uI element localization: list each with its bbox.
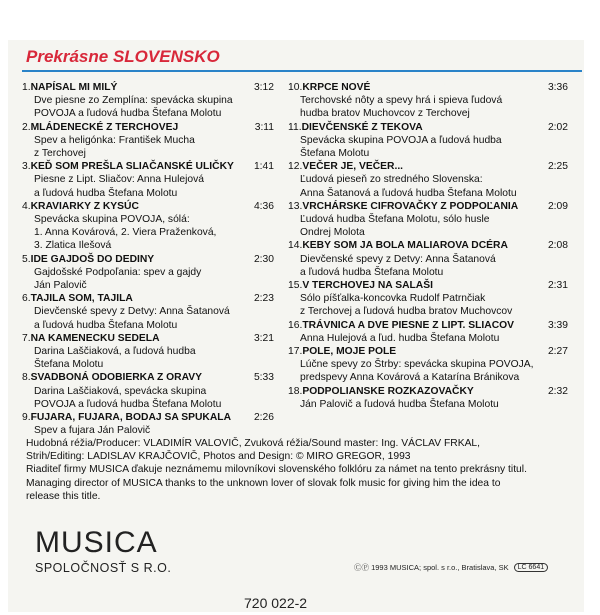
track-item [22,81,274,121]
track-title: FUJARA, FUJARA, BODAJ SA SPUKALA [30,412,232,424]
track-header [288,385,568,398]
track-header [288,239,568,252]
copyright-line [354,562,548,573]
label-code-badge: LC 6641 [514,563,548,572]
track-duration: 2:08 [547,240,568,252]
track-description-line: a ľudová hudba Štefana Molotu [300,266,444,278]
track-description [22,266,274,292]
track-description-line: Štefana Molotu [34,359,104,371]
track-description [22,424,274,437]
track-title: VRCHÁRSKE CIFROVAČKY Z PODPOĽANIA [302,200,519,212]
track-description-line: Dievčenské spevy z Detvy: Anna Šatanová [34,306,230,318]
track-description [22,94,274,120]
credits-line: Managing director of MUSICA thanks to the unknown lover of slovak folk music for giving him the idea to [26,477,501,489]
track-description-line: Ondrej Molota [300,227,365,239]
track-description [288,134,568,160]
track-header [22,81,274,94]
track-title: SVADBONÁ ODOBIERKA Z ORAVY [30,372,203,384]
track-description-line: Ján Palovič [34,280,87,292]
track-duration: 3:39 [547,319,568,331]
track-title: VEČER JE, VEČER... [302,161,404,173]
track-duration: 2:09 [547,200,568,212]
track-description [22,305,274,331]
track-number: 10. [288,82,303,93]
album-title: Prekrásne SLOVENSKO [26,47,220,66]
track-number: 18. [288,385,303,397]
track-description-line: Sólo píšťalka-koncovka Rudolf Patrnčiak [300,293,486,305]
track-title: NAPÍSAL MI MILÝ [30,82,118,93]
track-description-line: POVOJA a ľudová hudba Štefana Molotu [34,108,222,120]
track-duration: 2:02 [547,121,568,133]
track-description [22,134,274,160]
track-item [288,345,568,385]
track-duration: 3:36 [547,82,568,93]
track-description-line: Piesne z Lipt. Sliačov: Anna Hulejová [34,174,204,186]
track-description-line: Ľudová hudba Štefana Molotu, sólo husle [300,214,490,226]
track-header [22,200,274,213]
track-duration: 3:12 [253,82,274,93]
track-header [288,279,568,292]
track-description [288,253,568,279]
track-description-line: z Terchovej a ľudová hudba bratov Muchovcov [300,306,513,318]
track-item [22,121,274,161]
credits-line: Strih/Editing: LADISLAV KRAJČOVIČ, Photos and Design: © MIRO GREGOR, 1993 [26,451,411,463]
track-item [22,411,274,437]
track-header [288,121,568,134]
track-number: 4. [22,200,31,212]
track-description-line: a ľudová hudba Štefana Molotu [34,319,178,331]
track-header [288,200,568,213]
track-title: KRAVIARKY Z KYSÚC [30,200,139,212]
track-duration: 2:26 [253,412,274,424]
track-duration: 5:33 [253,372,274,384]
track-number: 9. [22,412,31,424]
track-description [288,213,568,239]
track-title: DIEVČENSKÉ Z TEKOVA [301,121,423,133]
title-divider [22,70,582,72]
track-duration: 2:31 [547,280,568,292]
track-description [288,358,568,384]
tracklist-left [22,81,274,437]
track-duration: 2:25 [547,161,568,173]
track-number: 17. [288,346,303,358]
track-description-line: Štefana Molotu [300,148,370,160]
track-title: POLE, MOJE POLE [302,346,397,358]
track-header [22,160,274,173]
track-number: 1. [22,82,31,93]
track-description-line: Anna Hulejová a ľud. hudba Štefana Molotu [300,332,500,344]
track-description-line: Ján Palovič a ľudová hudba Štefana Molotu [300,398,499,410]
track-item [288,81,568,121]
catalog-number: 720 022-2 [244,595,308,611]
track-description-line: Spev a fujara Ján Palovič [34,425,151,437]
track-item [288,385,568,411]
track-number: 7. [22,332,31,344]
track-number: 3. [22,161,31,173]
track-number: 6. [22,293,31,305]
track-duration: 1:41 [253,161,274,173]
track-item [22,332,274,372]
track-item [22,253,274,293]
track-header [288,81,568,94]
track-title: KRPCE NOVÉ [302,82,371,93]
track-header [288,160,568,173]
credits-line: release this title. [26,490,101,502]
track-description [22,385,274,411]
track-duration: 2:30 [253,253,274,265]
track-item [22,200,274,253]
track-description-line: Spevácka skupina POVOJA a ľudová hudba [300,134,502,146]
track-number: 11. [288,121,302,133]
musica-logo-subtitle: SPOLOČNOSŤ S R.O. [35,561,172,575]
track-duration: 2:27 [547,346,568,358]
track-number: 8. [22,372,31,384]
track-number: 2. [22,121,31,133]
track-description-line: hudba bratov Muchovcov z Terchovej [300,108,470,120]
track-description-line: Lúčne spevy zo Štrby: spevácka skupina POVOJA, [300,359,534,371]
track-title: KEĎ SOM PREŠLA SLIAČANSKÉ ULIČKY [30,161,234,173]
track-item [22,292,274,332]
track-description-line: Terchovské nôty a spevy hrá i spieva ľudová [300,95,503,107]
track-header [22,411,274,424]
track-description-line: Spevácka skupina POVOJA, sólá: [34,214,190,226]
track-header [22,292,274,305]
track-title: V TERCHOVEJ NA SALAŠI [302,280,433,292]
track-title: IDE GAJDOŠ DO DEDINY [30,253,155,265]
track-number: 14. [288,240,303,252]
track-description [22,173,274,199]
track-description-line: 1. Anna Kovárová, 2. Viera Praženková, [34,227,217,239]
track-duration: 4:36 [253,200,274,212]
track-description-line: a ľudová hudba Štefana Molotu [34,187,178,199]
track-header [288,345,568,358]
track-title: PODPOLIANSKE ROZKAZOVAČKY [302,385,474,397]
track-number: 5. [22,253,31,265]
track-item [288,200,568,240]
track-description-line: predspevy Anna Kovárová a Katarína Bránikova [300,372,520,384]
track-header [288,319,568,332]
track-duration: 3:11 [254,121,274,133]
track-description-line: 3. Zlatica Ilešová [34,240,112,252]
track-number: 16. [288,319,303,331]
track-description-line: z Terchovej [34,148,86,160]
track-description-line: Dve piesne zo Zemplína: spevácka skupina [34,95,233,107]
track-header [22,332,274,345]
track-item [288,121,568,161]
track-description-line: Darina Laščiaková, a ľudová hudba [34,346,196,358]
track-title: NA KAMENECKU SEDELA [30,332,160,344]
track-number: 15. [288,280,303,292]
track-title: TRÁVNICA A DVE PIESNE Z LIPT. SLIACOV [302,319,515,331]
track-title: KEBY SOM JA BOLA MALIAROVA DCÉRA [302,240,508,252]
track-description [22,345,274,371]
track-header [22,371,274,384]
credits-line: Riaditeľ firmy MUSICA ďakuje neznámemu milovníkovi slovenského folklóru za námet na tento prekrásny titul. [26,464,527,476]
track-description-line: Anna Šatanová a ľudová hudba Štefana Molotu [300,187,517,199]
track-description [288,332,568,345]
track-item [288,160,568,200]
track-description [288,94,568,120]
track-title: TAJILA SOM, TAJILA [30,293,133,305]
track-header [22,253,274,266]
tracklist-right [288,81,568,411]
credits-line: Hudobná réžia/Producer: VLADIMÍR VALOVIČ, Zvuková réžia/Sound master: Ing. VÁCLAV FRKAL, [26,438,481,449]
musica-logo: MUSICA [35,526,158,559]
track-duration: 2:23 [253,293,274,305]
track-item [288,239,568,279]
track-number: 12. [288,161,303,173]
track-item [288,279,568,319]
track-description [288,173,568,199]
track-title: MLÁDENECKÉ Z TERCHOVEJ [30,121,179,133]
track-description-line: Spev a heligónka: František Mucha [34,134,195,146]
track-description-line: Dievčenské spevy z Detvy: Anna Šatanová [300,253,496,265]
track-description-line: POVOJA a ľudová hudba Štefana Molotu [34,398,222,410]
track-item [22,160,274,200]
track-description-line: Gajdošské Podpoľania: spev a gajdy [34,266,202,278]
track-header [22,121,274,134]
track-number: 13. [288,200,303,212]
track-description [288,398,568,411]
copyright-text: ⒸⓅ 1993 MUSICA; spol. s r.o., Bratislava, SK [354,563,509,572]
track-item [288,319,568,345]
track-item [22,371,274,411]
credits-block [26,437,582,503]
track-duration: 3:21 [253,332,274,344]
track-description [22,213,274,253]
track-duration: 2:32 [547,385,568,397]
track-description [288,292,568,318]
track-description-line: Darina Laščiaková, spevácka skupina [34,385,207,397]
track-description-line: Ľudová pieseň zo stredného Slovenska: [300,174,483,186]
